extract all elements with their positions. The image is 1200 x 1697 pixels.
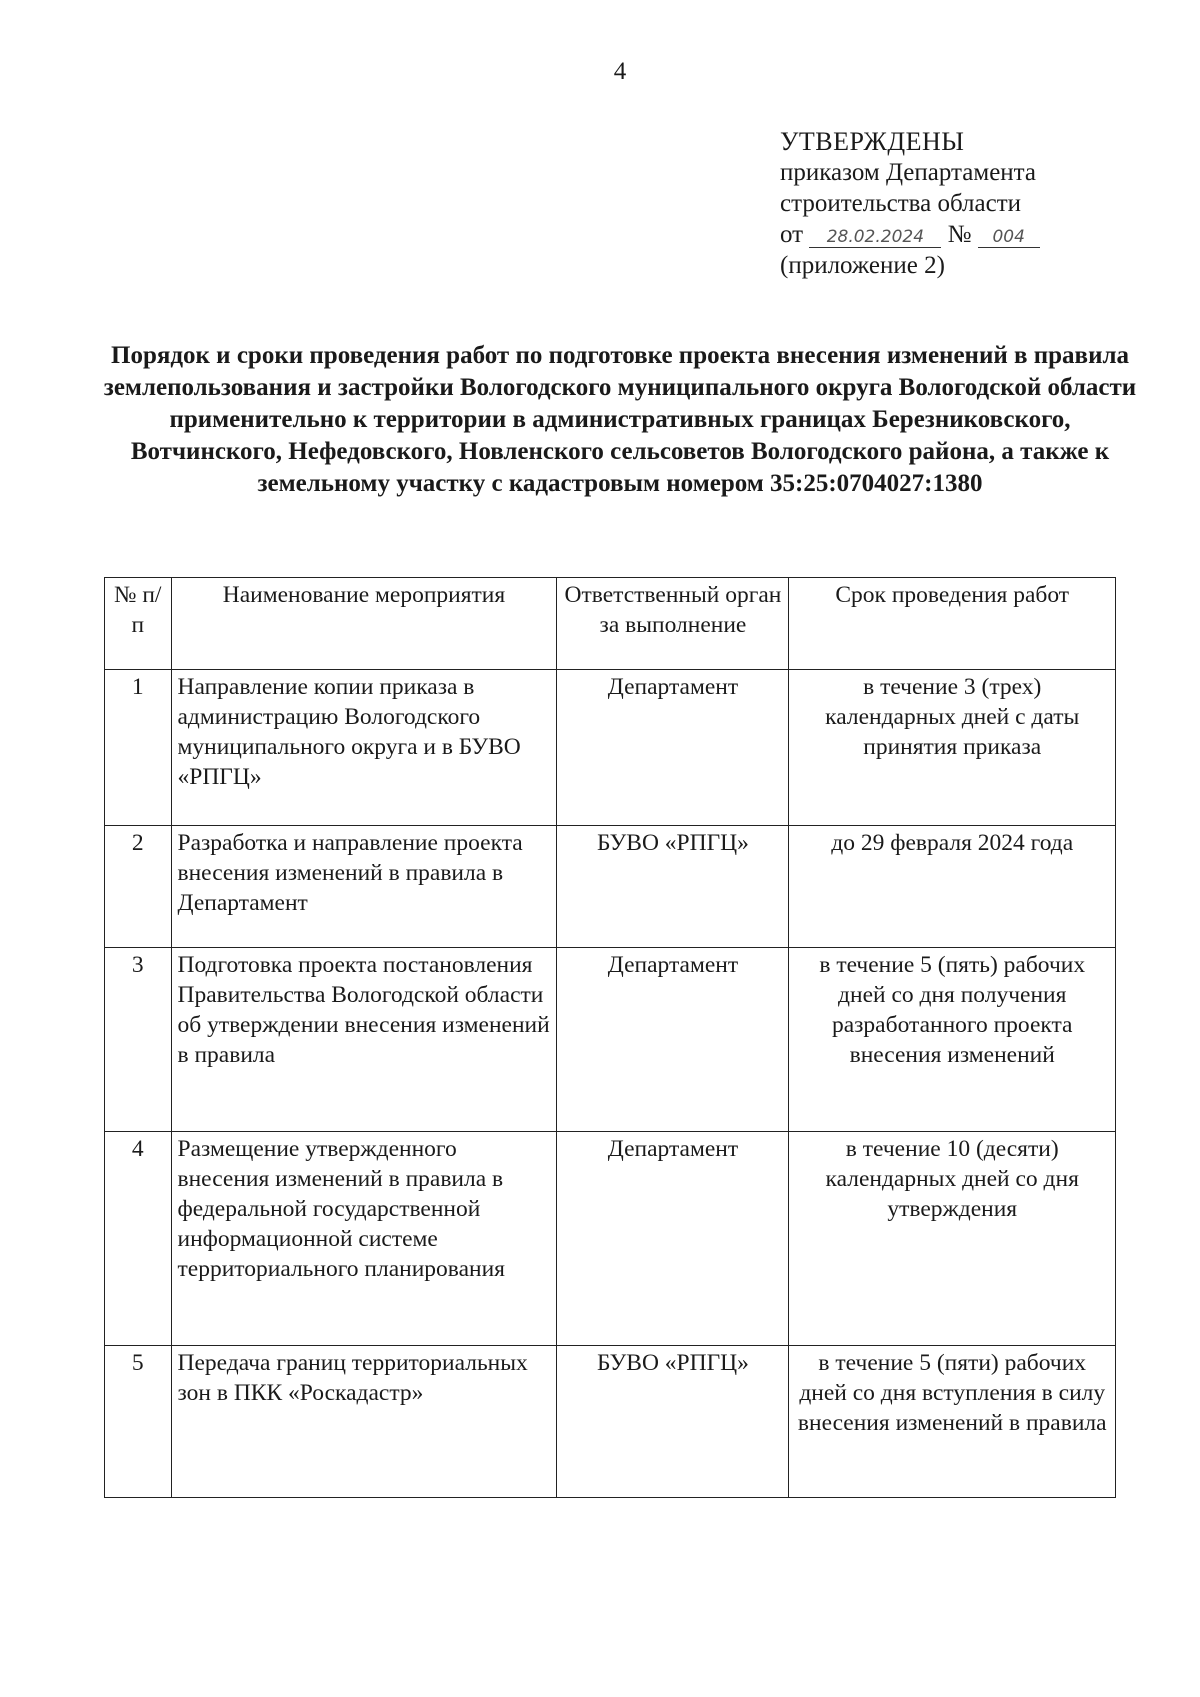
row-term: в течение 5 (пять) рабочих дней со дня получения разработанного проекта внесения изменений (789, 948, 1116, 1132)
approval-appendix: (приложение 2) (780, 252, 945, 279)
row-num: 1 (105, 670, 172, 826)
row-num: 3 (105, 948, 172, 1132)
handwritten-date: 28.02.2024 (809, 227, 941, 248)
handwritten-number: 004 (978, 227, 1040, 248)
table-row (105, 948, 1116, 1132)
table-row (105, 1132, 1116, 1346)
row-num: 5 (105, 1346, 172, 1498)
row-org: Департамент (557, 670, 789, 826)
row-org: Департамент (557, 1132, 789, 1346)
approval-line-2: строительства области (780, 190, 1022, 217)
approval-line-1: приказом Департамента (780, 159, 1036, 186)
row-org: Департамент (557, 948, 789, 1132)
work-schedule-table (104, 577, 1116, 1498)
row-org: БУВО «РПГЦ» (557, 826, 789, 948)
row-term: в течение 3 (трех) календарных дней с даты принятия приказа (789, 670, 1116, 826)
row-term: в течение 10 (десяти) календарных дней со дня утверждения (789, 1132, 1116, 1346)
row-name: Подготовка проекта постановления Правительства Вологодской области об утверждении внесения изменений в правила (171, 948, 557, 1132)
approval-title: УТВЕРЖДЕНЫ (780, 127, 965, 156)
date-prefix: от (780, 221, 804, 248)
header-num: № п/п (105, 578, 172, 670)
page-number: 4 (613, 58, 627, 85)
approval-block (780, 126, 1040, 281)
table-row (105, 670, 1116, 826)
header-term: Срок проведения работ (789, 578, 1116, 670)
row-term: до 29 февраля 2024 года (789, 826, 1116, 948)
header-org: Ответственный орган за выполнение (557, 578, 789, 670)
row-name: Направление копии приказа в администрацию Вологодского муниципального округа и в БУВО «РПГЦ» (171, 670, 557, 826)
row-name: Передача границ территориальных зон в ПКК «Роскадастр» (171, 1346, 557, 1498)
table-row (105, 1346, 1116, 1498)
row-num: 2 (105, 826, 172, 948)
row-org: БУВО «РПГЦ» (557, 1346, 789, 1498)
row-num: 4 (105, 1132, 172, 1346)
row-name: Разработка и направление проекта внесения изменений в правила в Департамент (171, 826, 557, 948)
document-heading: Порядок и сроки проведения работ по подготовке проекта внесения изменений в правила землепользования и застройки Вологодского муниципального округа Вологодской области применительно к территории в административных границах Березниковского, Вотчинского, Нефедовского, Новленского сельсоветов Вологодского района, а также к земельному участку с кадастровым номером 35:25:0704027:1380 (103, 342, 1137, 497)
approval-date-line (780, 219, 1040, 250)
header-name: Наименование мероприятия (171, 578, 557, 670)
table-header-row (105, 578, 1116, 670)
number-prefix: № (947, 221, 972, 248)
row-name: Размещение утвержденного внесения изменений в правила в федеральной государственной информационной системе территориального планирования (171, 1132, 557, 1346)
table-row (105, 826, 1116, 948)
row-term: в течение 5 (пяти) рабочих дней со дня вступления в силу внесения изменений в правила (789, 1346, 1116, 1498)
